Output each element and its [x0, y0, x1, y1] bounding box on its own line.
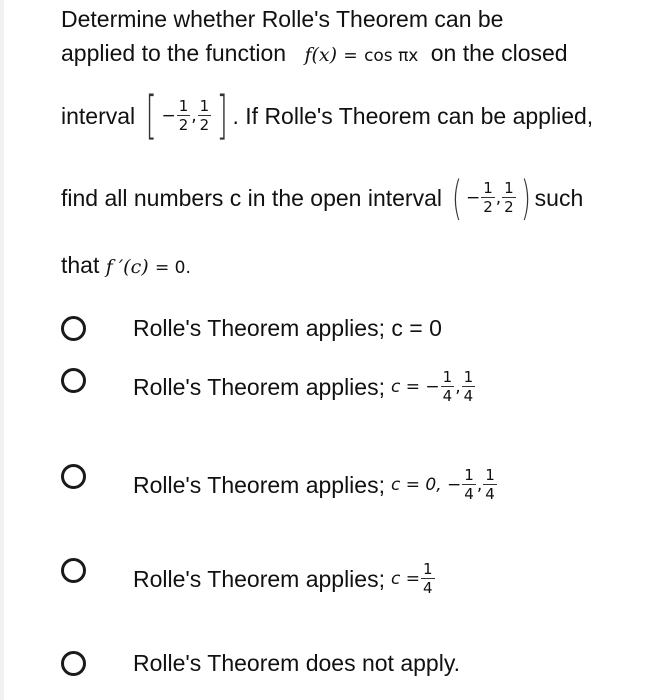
- option-math: c = 0, −: [390, 475, 462, 495]
- question-line-4: [61, 168, 583, 228]
- comma: ,: [191, 106, 197, 126]
- right-paren: ): [520, 171, 531, 225]
- question-text: applied to the function: [61, 40, 287, 66]
- option-label: Rolle's Theorem does not apply.: [133, 649, 460, 676]
- equals-sign: =: [343, 46, 358, 66]
- derivative-expression: f ′(c): [105, 256, 149, 278]
- left-paren: (: [452, 171, 462, 225]
- function-name: f(x): [304, 44, 338, 66]
- option-math: c =: [390, 569, 420, 589]
- radio-button[interactable]: [61, 558, 86, 583]
- question-text: interval: [61, 103, 136, 129]
- question-text: find all numbers c in the open interval: [61, 185, 442, 211]
- right-bracket: ]: [216, 86, 228, 146]
- question-text: such: [534, 185, 584, 211]
- answer-option-3[interactable]: [61, 458, 651, 514]
- radio-button[interactable]: [61, 651, 86, 676]
- question-text: that: [61, 252, 100, 278]
- left-bracket: [: [145, 86, 157, 146]
- question-text: Determine whether Rolle's Theorem can be: [61, 6, 504, 32]
- answer-option-1[interactable]: [61, 308, 651, 348]
- option-label: Rolle's Theorem applies;: [133, 471, 385, 498]
- minus-sign: −: [465, 188, 481, 208]
- option-label: Rolle's Theorem applies; c = 0: [133, 314, 442, 341]
- question-line-3: [61, 86, 593, 146]
- question-text: on the closed: [430, 40, 568, 66]
- fraction-one-fourth: $\frac{1}{4}$: [442, 368, 453, 405]
- radio-button[interactable]: [61, 316, 86, 341]
- radio-button[interactable]: [61, 464, 86, 489]
- option-label: Rolle's Theorem applies;: [133, 565, 385, 592]
- fraction-one-fourth: $\frac{1}{4}$: [422, 560, 433, 597]
- option-math: c = −: [390, 377, 440, 397]
- comma: ,: [495, 188, 502, 208]
- question-line-2: [61, 40, 568, 69]
- answer-option-4[interactable]: [61, 554, 651, 610]
- left-divider: [0, 0, 4, 700]
- comma: ,: [455, 377, 461, 397]
- question-line-1: [61, 6, 503, 32]
- fraction-one-fourth: $\frac{1}{4}$: [463, 368, 474, 405]
- answer-option-2[interactable]: [61, 362, 651, 418]
- comma: ,: [476, 475, 483, 495]
- fraction-one-fourth: $\frac{1}{4}$: [464, 466, 474, 503]
- derivative-value: = 0.: [155, 258, 191, 278]
- fraction-one-half: $\frac{1}{2}$: [483, 179, 493, 216]
- function-expression: cos πx: [364, 46, 419, 66]
- question-line-5: [61, 252, 191, 281]
- fraction-one-half: $\frac{1}{2}$: [504, 179, 514, 216]
- answer-option-5[interactable]: [61, 643, 651, 683]
- option-label: Rolle's Theorem applies;: [133, 373, 385, 400]
- radio-button[interactable]: [61, 368, 86, 393]
- minus-sign: −: [161, 106, 176, 126]
- question-text: . If Rolle's Theorem can be applied,: [232, 103, 594, 129]
- fraction-one-half: $\frac{1}{2}$: [178, 97, 189, 134]
- fraction-one-half: $\frac{1}{2}$: [199, 97, 210, 134]
- fraction-one-fourth: $\frac{1}{4}$: [485, 466, 495, 503]
